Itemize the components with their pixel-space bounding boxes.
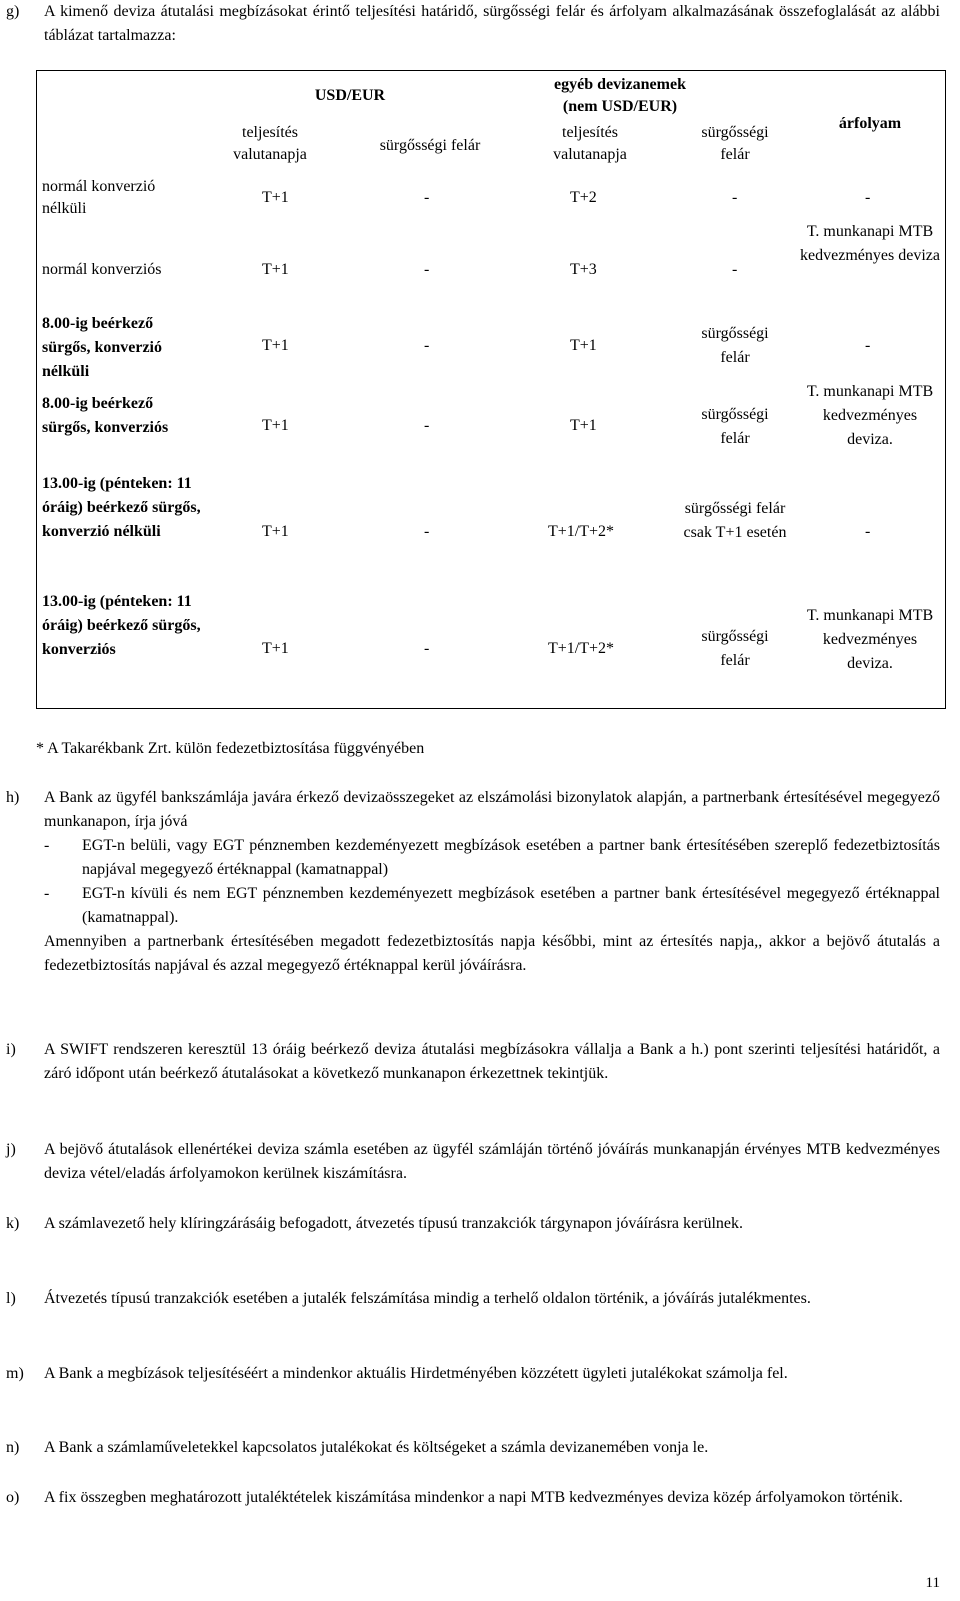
cell-c5: T. munkanapi MTB kedvezményes deviza: [800, 223, 940, 264]
paragraph-n: [6, 1436, 940, 1460]
header-usd-eur: USD/EUR: [314, 87, 386, 104]
paragraph-h: [6, 786, 940, 978]
cell-c1: T+1: [262, 261, 289, 278]
cell-c1: T+1: [262, 523, 289, 540]
cell-c3: T+1: [570, 417, 597, 434]
cell-c3: T+1/T+2*: [548, 640, 615, 657]
cell-c5: -: [865, 189, 871, 206]
paragraph-label: o): [6, 1489, 20, 1506]
cell-c5: T. munkanapi MTB kedvezményes deviza.: [806, 607, 934, 672]
header-other: egyéb devizanemek (nem USD/EUR): [554, 76, 686, 116]
paragraph-text: A Bank a számlaműveletekkel kapcsolatos jutalékokat és költségeket a számla devizanemében vonja le.: [44, 1439, 709, 1456]
dash-glyph: -: [44, 885, 50, 902]
paragraph-i: [6, 1038, 940, 1086]
paragraph-text: A SWIFT rendszeren keresztül 13 óráig beérkező deviza átutalási megbízásokra vállalja a Bank a h.) pont szerinti teljesítési határidőt, a záró időpont után beérkező átutalásokat a következő munkanapon érkezettnek tekintjük.: [44, 1041, 940, 1082]
row-label: normál konverziós: [42, 261, 162, 278]
cell-c4: sürgősségi felár: [701, 325, 769, 366]
dash-item: [44, 882, 940, 930]
row-label: 8.00-ig beérkező sürgős, konverzió nélküli: [42, 315, 162, 380]
dash-text: EGT-n belüli, vagy EGT pénznemben kezdeményezett megbízások esetében a partner bank értesítésében szereplő fedezetbiztosítás napjával megegyező értéknappal (kamatnappal): [82, 837, 940, 878]
cell-c5: -: [865, 337, 871, 354]
cell-c5: -: [865, 523, 871, 540]
cell-c3: T+1/T+2*: [548, 523, 615, 540]
paragraph-tail: Amennyiben a partnerbank értesítésében megadott fedezetbiztosítás napja későbbi, mint az értesítés napja,, akkor a bejövő átutalás a fedezetbiztosítás napjával és azzal megegyező értéknappal kerül jóváírásra.: [44, 933, 940, 974]
cell-c3: T+1: [570, 337, 597, 354]
page-number: 11: [925, 1575, 940, 1591]
paragraph-o: [6, 1486, 940, 1510]
cell-c5: T. munkanapi MTB kedvezményes deviza.: [806, 383, 934, 448]
paragraph-text: A Bank a megbízások teljesítéséért a mindenkor aktuális Hirdetményében közzétett ügyleti jutalékokat számolja fel.: [44, 1365, 788, 1382]
row-label: 13.00-ig (pénteken: 11 óráig) beérkező sürgős, konverzió nélküli: [42, 475, 201, 540]
cell-c2: -: [424, 417, 430, 434]
dash-glyph: -: [44, 837, 50, 854]
paragraph-text: A számlavezető hely klíringzárásáig befogadott, átvezetés típusú tranzakciók tárgynapon jóváírásra kerülnek.: [44, 1215, 743, 1232]
table-footnote: * A Takarékbank Zrt. külön fedezetbiztosítása függvényében: [36, 740, 425, 757]
paragraph-label: m): [6, 1365, 24, 1382]
header-surgossegi-other: sürgősségi felár: [701, 124, 769, 164]
paragraph-text: A fix összegben meghatározott jutaléktételek kiszámítása mindenkor a napi MTB kedvezményes deviza közép árfolyamokon történik.: [44, 1489, 903, 1506]
paragraph-text: A kimenő deviza átutalási megbízásokat érintő teljesítési határidő, sürgősségi felár és árfolyam alkalmazásának összefoglalását az alábbi táblázat tartalmazza:: [44, 3, 940, 44]
paragraph-label: i): [6, 1041, 16, 1058]
header-arfolyam: árfolyam: [838, 115, 902, 132]
paragraph-label: g): [6, 3, 20, 20]
cell-c2: -: [424, 523, 430, 540]
dash-item: [44, 834, 940, 882]
paragraph-l: [6, 1287, 940, 1311]
cell-c4: sürgősségi felár: [701, 628, 769, 669]
paragraph-label: h): [6, 789, 20, 806]
paragraph-label: j): [6, 1141, 16, 1158]
cell-c1: T+1: [262, 337, 289, 354]
cell-c4: sürgősségi felár: [701, 406, 769, 447]
cell-c2: -: [424, 337, 430, 354]
paragraph-text: A bejövő átutalások ellenértékei deviza számla esetében az ügyfél számláján történő jóváírás munkanapján érvényes MTB kedvezményes deviza vétel/eladás árfolyamokon kerülnek kiszámításra.: [44, 1141, 940, 1182]
paragraph-text: A Bank az ügyfél bankszámlája javára érkező devizaösszegeket az elszámolási bizonylatok alapján, a partnerbank értesítésével megegyező munkanapon, írja jóvá: [44, 789, 940, 830]
row-label: normál konverzió nélküli: [42, 178, 156, 218]
paragraph-label: n): [6, 1439, 20, 1456]
cell-c4: -: [732, 261, 738, 278]
cell-c3: T+2: [570, 189, 597, 206]
cell-c3: T+3: [570, 261, 597, 278]
cell-c1: T+1: [262, 640, 289, 657]
cell-c4: sürgősségi felár csak T+1 esetén: [683, 500, 787, 541]
header-teljesites: teljesítés valutanapja: [233, 124, 307, 164]
cell-c4: -: [732, 189, 738, 206]
paragraph-k: [6, 1212, 940, 1236]
paragraph-m: [6, 1362, 940, 1386]
paragraph-label: l): [6, 1290, 16, 1307]
paragraph-text: Átvezetés típusú tranzakciók esetében a jutalék felszámítása mindig a terhelő oldalon történik, a jóváírás jutalékmentes.: [44, 1290, 811, 1307]
paragraph-j: [6, 1138, 940, 1186]
cell-c1: T+1: [262, 417, 289, 434]
header-surgossegi-usd: sürgősségi felár: [379, 137, 481, 154]
cell-c1: T+1: [262, 189, 289, 206]
cell-c2: -: [424, 261, 430, 278]
dash-text: EGT-n kívüli és nem EGT pénznemben kezdeményezett megbízások esetében a partner bank értesítésével megegyező értéknappal (kamatnappal).: [82, 885, 940, 926]
paragraph-label: k): [6, 1215, 20, 1232]
paragraph-g: [6, 0, 940, 48]
cell-c2: -: [424, 640, 430, 657]
row-label: 13.00-ig (pénteken: 11 óráig) beérkező sürgős, konverziós: [42, 593, 201, 658]
row-label: 8.00-ig beérkező sürgős, konverziós: [42, 395, 169, 436]
header-teljesites-other: teljesítés valutanapja: [553, 124, 627, 164]
cell-c2: -: [424, 189, 430, 206]
